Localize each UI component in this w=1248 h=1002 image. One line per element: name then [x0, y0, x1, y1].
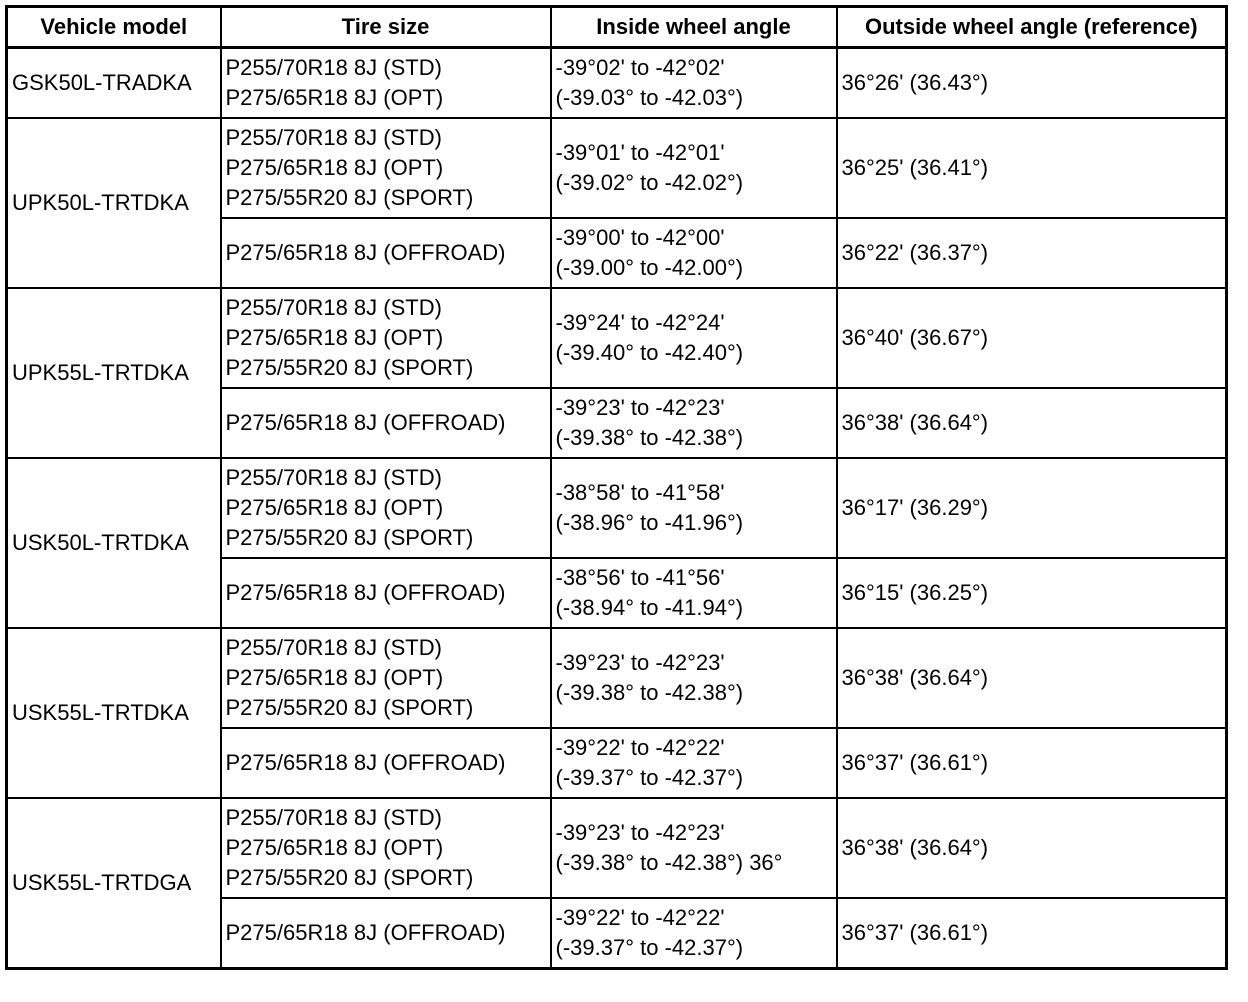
inside-angle-line: -38°56' to -41°56': [555, 565, 725, 590]
tire-size-cell: [221, 458, 551, 558]
inside-angle-line: -39°23' to -42°23': [555, 650, 725, 675]
tire-size-line: P275/65R18 8J (OPT): [225, 155, 444, 180]
inside-angle-line: -39°02' to -42°02': [555, 55, 725, 80]
tire-size-line: P255/70R18 8J (STD): [225, 635, 442, 660]
inside-angle-line: (-38.94° to -41.94°): [555, 595, 744, 620]
tire-size-line: P275/55R20 8J (SPORT): [225, 185, 474, 210]
outside-angle-cell: 36°15' (36.25°): [837, 558, 1227, 628]
outside-angle-cell: 36°37' (36.61°): [837, 728, 1227, 798]
wheel-angle-table: [5, 5, 1228, 970]
inside-angle-line: (-39.38° to -42.38°) 36°: [555, 850, 783, 875]
inside-angle-line: -39°01' to -42°01': [555, 140, 725, 165]
tire-size-line: P275/65R18 8J (OFFROAD): [225, 240, 506, 265]
vehicle-model-cell: UPK55L-TRTDKA: [7, 288, 221, 458]
inside-angle-line: (-39.38° to -42.38°): [555, 425, 744, 450]
tire-size-line: P275/65R18 8J (OFFROAD): [225, 920, 506, 945]
inside-angle-line: -38°58' to -41°58': [555, 480, 725, 505]
inside-angle-cell: [551, 458, 837, 558]
outside-angle-cell: 36°22' (36.37°): [837, 218, 1227, 288]
tire-size-line: P275/65R18 8J (OFFROAD): [225, 580, 506, 605]
vehicle-model-cell: USK55L-TRTDGA: [7, 798, 221, 969]
tire-size-line: P255/70R18 8J (STD): [225, 805, 442, 830]
outside-angle-cell: 36°26' (36.43°): [837, 48, 1227, 119]
tire-size-line: P275/65R18 8J (OPT): [225, 85, 444, 110]
inside-angle-line: (-39.37° to -42.37°): [555, 765, 744, 790]
inside-angle-line: -39°22' to -42°22': [555, 905, 725, 930]
inside-angle-line: (-39.00° to -42.00°): [555, 255, 744, 280]
table-row: [7, 798, 1227, 898]
tire-size-line: P255/70R18 8J (STD): [225, 55, 442, 80]
table-row: [7, 458, 1227, 558]
tire-size-line: P275/55R20 8J (SPORT): [225, 695, 474, 720]
tire-size-line: P255/70R18 8J (STD): [225, 295, 442, 320]
tire-size-line: P275/55R20 8J (SPORT): [225, 355, 474, 380]
inside-angle-cell: [551, 218, 837, 288]
inside-angle-line: (-39.40° to -42.40°): [555, 340, 744, 365]
inside-angle-line: -39°23' to -42°23': [555, 820, 725, 845]
header-row: [7, 7, 1227, 48]
tire-size-line: P275/65R18 8J (OFFROAD): [225, 750, 506, 775]
inside-angle-cell: [551, 558, 837, 628]
outside-angle-cell: 36°38' (36.64°): [837, 628, 1227, 728]
inside-angle-cell: [551, 728, 837, 798]
table-row: [7, 48, 1227, 119]
table-row: [7, 288, 1227, 388]
tire-size-line: P275/65R18 8J (OPT): [225, 495, 444, 520]
tire-size-line: P275/55R20 8J (SPORT): [225, 525, 474, 550]
tire-size-line: P255/70R18 8J (STD): [225, 125, 442, 150]
tire-size-line: P275/55R20 8J (SPORT): [225, 865, 474, 890]
header-outside-wheel-angle: Outside wheel angle (reference): [837, 7, 1227, 48]
header-vehicle-model: Vehicle model: [7, 7, 221, 48]
tire-size-line: P275/65R18 8J (OPT): [225, 325, 444, 350]
inside-angle-cell: [551, 798, 837, 898]
tire-size-line: P255/70R18 8J (STD): [225, 465, 442, 490]
table-row: [7, 628, 1227, 728]
header-tire-size: Tire size: [221, 7, 551, 48]
inside-angle-cell: [551, 628, 837, 728]
inside-angle-line: -39°24' to -42°24': [555, 310, 725, 335]
outside-angle-cell: 36°25' (36.41°): [837, 118, 1227, 218]
vehicle-model-cell: USK50L-TRTDKA: [7, 458, 221, 628]
vehicle-model-cell: UPK50L-TRTDKA: [7, 118, 221, 288]
tire-size-cell: [221, 48, 551, 119]
table-row: [7, 118, 1227, 218]
tire-size-cell: [221, 728, 551, 798]
vehicle-model-cell: GSK50L-TRADKA: [7, 48, 221, 119]
outside-angle-cell: 36°38' (36.64°): [837, 388, 1227, 458]
inside-angle-cell: [551, 898, 837, 969]
tire-size-cell: [221, 288, 551, 388]
tire-size-line: P275/65R18 8J (OPT): [225, 835, 444, 860]
inside-angle-cell: [551, 48, 837, 119]
header-inside-wheel-angle: Inside wheel angle: [551, 7, 837, 48]
inside-angle-cell: [551, 288, 837, 388]
vehicle-model-cell: USK55L-TRTDKA: [7, 628, 221, 798]
inside-angle-cell: [551, 388, 837, 458]
outside-angle-cell: 36°37' (36.61°): [837, 898, 1227, 969]
inside-angle-line: (-39.38° to -42.38°): [555, 680, 744, 705]
tire-size-cell: [221, 898, 551, 969]
tire-size-cell: [221, 218, 551, 288]
tire-size-cell: [221, 798, 551, 898]
tire-size-cell: [221, 628, 551, 728]
tire-size-line: P275/65R18 8J (OPT): [225, 665, 444, 690]
tire-size-line: P275/65R18 8J (OFFROAD): [225, 410, 506, 435]
outside-angle-cell: 36°17' (36.29°): [837, 458, 1227, 558]
inside-angle-line: (-38.96° to -41.96°): [555, 510, 744, 535]
tire-size-cell: [221, 558, 551, 628]
inside-angle-line: (-39.03° to -42.03°): [555, 85, 744, 110]
inside-angle-line: -39°00' to -42°00': [555, 225, 725, 250]
outside-angle-cell: 36°40' (36.67°): [837, 288, 1227, 388]
inside-angle-line: -39°22' to -42°22': [555, 735, 725, 760]
tire-size-cell: [221, 118, 551, 218]
tire-size-cell: [221, 388, 551, 458]
inside-angle-line: (-39.02° to -42.02°): [555, 170, 744, 195]
inside-angle-line: (-39.37° to -42.37°): [555, 935, 744, 960]
inside-angle-line: -39°23' to -42°23': [555, 395, 725, 420]
outside-angle-cell: 36°38' (36.64°): [837, 798, 1227, 898]
inside-angle-cell: [551, 118, 837, 218]
